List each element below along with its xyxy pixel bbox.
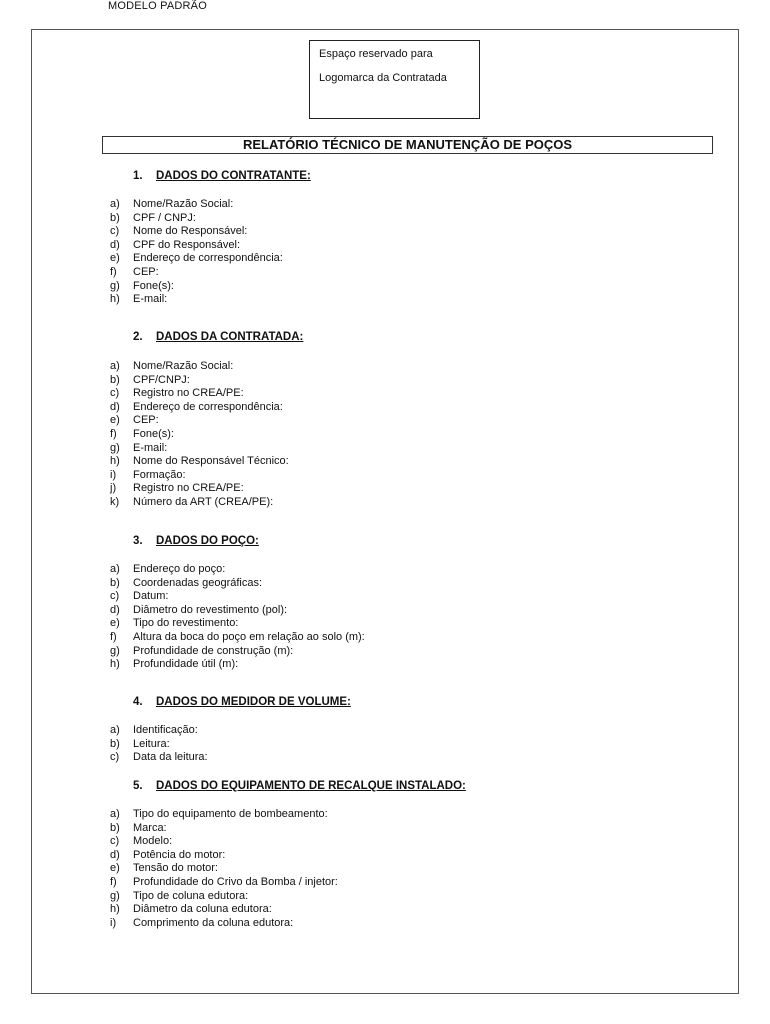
item-text: CPF do Responsável: xyxy=(133,238,240,251)
list-item xyxy=(110,496,289,510)
report-title: RELATÓRIO TÉCNICO DE MANUTENÇÃO DE POÇOS xyxy=(102,136,713,154)
item-letter: j) xyxy=(110,482,117,495)
item-letter: a) xyxy=(110,563,120,575)
item-text: CPF/CNPJ: xyxy=(133,373,190,386)
item-text: Potência do motor: xyxy=(133,848,226,861)
item-letter: c) xyxy=(110,835,120,848)
item-text: CPF / CNPJ: xyxy=(133,211,196,224)
item-letter: f) xyxy=(110,427,117,440)
item-letter: i) xyxy=(110,468,117,481)
item-text: Nome do Responsável: xyxy=(133,225,248,238)
item-letter: k) xyxy=(110,495,120,508)
item-letter: i) xyxy=(110,916,117,929)
list-item xyxy=(110,738,208,752)
item-text: Nome/Razão Social: xyxy=(133,360,234,372)
item-text: E-mail: xyxy=(133,441,168,454)
section-list-poco xyxy=(110,563,365,672)
item-letter: f) xyxy=(110,630,117,643)
item-text: Número da ART (CREA/PE): xyxy=(133,495,274,508)
item-text: Profundidade do Crivo da Bomba / injetor: xyxy=(133,875,338,888)
section-list-medidor xyxy=(110,724,208,765)
item-letter: d) xyxy=(110,238,120,251)
list-item xyxy=(110,212,283,226)
list-item xyxy=(110,414,289,428)
item-text: Tensão do motor: xyxy=(133,862,218,875)
item-text: Coordenadas geográficas: xyxy=(133,576,263,589)
list-item xyxy=(110,360,289,374)
item-letter: a) xyxy=(110,360,120,372)
section-title: DADOS DO CONTRATANTE: xyxy=(156,170,311,182)
item-letter: g) xyxy=(110,441,120,454)
list-item xyxy=(110,835,338,849)
item-text: Endereço do poço: xyxy=(133,563,226,575)
section-number: 3. xyxy=(133,535,143,547)
list-item xyxy=(110,266,283,280)
list-item xyxy=(110,917,338,931)
item-letter: b) xyxy=(110,737,120,750)
list-item xyxy=(110,280,283,294)
item-letter: d) xyxy=(110,848,120,861)
item-letter: a) xyxy=(110,808,120,820)
section-heading-contratada xyxy=(133,331,303,343)
item-letter: h) xyxy=(110,455,120,468)
list-item xyxy=(110,822,338,836)
list-item xyxy=(110,563,365,577)
list-item xyxy=(110,374,289,388)
list-item xyxy=(110,890,338,904)
item-letter: e) xyxy=(110,252,120,265)
item-text: Profundidade útil (m): xyxy=(133,658,239,671)
item-text: Diâmetro da coluna edutora: xyxy=(133,903,272,916)
item-text: Marca: xyxy=(133,821,167,834)
item-letter: b) xyxy=(110,576,120,589)
list-item xyxy=(110,903,338,917)
item-text: Diâmetro do revestimento (pol): xyxy=(133,603,288,616)
list-item xyxy=(110,658,365,672)
item-letter: b) xyxy=(110,373,120,386)
list-item xyxy=(110,808,338,822)
section-list-contratada xyxy=(110,360,289,510)
logo-placeholder-line2: Logomarca da Contratada xyxy=(319,72,447,84)
section-heading-medidor xyxy=(133,696,351,708)
section-heading-poco xyxy=(133,535,259,547)
item-text: Tipo de coluna edutora: xyxy=(133,889,249,902)
item-letter: e) xyxy=(110,414,120,427)
item-letter: g) xyxy=(110,644,120,657)
item-letter: c) xyxy=(110,225,120,238)
item-text: Identificação: xyxy=(133,724,198,736)
item-text: Tipo do revestimento: xyxy=(133,617,239,630)
item-text: Datum: xyxy=(133,590,169,603)
list-item xyxy=(110,198,283,212)
section-number: 5. xyxy=(133,780,143,792)
item-letter: c) xyxy=(110,590,120,603)
section-number: 2. xyxy=(133,331,143,343)
item-letter: h) xyxy=(110,903,120,916)
item-text: Endereço de correspondência: xyxy=(133,400,283,413)
section-list-contratante xyxy=(110,198,283,307)
item-text: Profundidade de construção (m): xyxy=(133,644,294,657)
logo-placeholder-line1: Espaço reservado para xyxy=(319,48,433,60)
item-text: Modelo: xyxy=(133,835,173,848)
item-letter: e) xyxy=(110,617,120,630)
list-item xyxy=(110,401,289,415)
list-item xyxy=(110,428,289,442)
item-text: Altura da boca do poço em relação ao solo (m): xyxy=(133,630,365,643)
list-item xyxy=(110,751,208,765)
section-list-equipamento xyxy=(110,808,338,930)
section-title: DADOS DO POÇO: xyxy=(156,535,259,547)
item-text: Registro no CREA/PE: xyxy=(133,482,244,495)
item-text: CEP: xyxy=(133,265,159,278)
item-text: E-mail: xyxy=(133,293,168,306)
list-item xyxy=(110,442,289,456)
list-item xyxy=(110,590,365,604)
list-item xyxy=(110,252,283,266)
item-letter: g) xyxy=(110,279,120,292)
list-item xyxy=(110,482,289,496)
list-item xyxy=(110,577,365,591)
list-item xyxy=(110,387,289,401)
item-letter: f) xyxy=(110,265,117,278)
item-letter: g) xyxy=(110,889,120,902)
list-item xyxy=(110,469,289,483)
item-letter: a) xyxy=(110,198,120,210)
list-item xyxy=(110,862,338,876)
list-item xyxy=(110,617,365,631)
list-item xyxy=(110,604,365,618)
item-text: Tipo do equipamento de bombeamento: xyxy=(133,808,328,820)
item-letter: e) xyxy=(110,862,120,875)
item-text: Endereço de correspondência: xyxy=(133,252,283,265)
list-item xyxy=(110,293,283,307)
item-letter: b) xyxy=(110,821,120,834)
item-text: Data da leitura: xyxy=(133,751,208,764)
list-item xyxy=(110,225,283,239)
item-text: CEP: xyxy=(133,414,159,427)
list-item xyxy=(110,724,208,738)
item-letter: c) xyxy=(110,751,120,764)
item-letter: d) xyxy=(110,400,120,413)
logo-placeholder-box xyxy=(309,40,480,119)
item-letter: c) xyxy=(110,387,120,400)
list-item xyxy=(110,631,365,645)
list-item xyxy=(110,849,338,863)
list-item xyxy=(110,455,289,469)
item-text: Nome/Razão Social: xyxy=(133,198,234,210)
item-letter: h) xyxy=(110,658,120,671)
item-text: Formação: xyxy=(133,468,186,481)
list-item xyxy=(110,239,283,253)
section-title: DADOS DO EQUIPAMENTO DE RECALQUE INSTALADO: xyxy=(156,780,466,792)
item-letter: a) xyxy=(110,724,120,736)
item-letter: h) xyxy=(110,293,120,306)
item-text: Registro no CREA/PE: xyxy=(133,387,244,400)
header-label: MODELO PADRÃO xyxy=(108,0,207,12)
section-number: 1. xyxy=(133,170,143,182)
section-title: DADOS DO MEDIDOR DE VOLUME: xyxy=(156,696,351,708)
item-text: Nome do Responsável Técnico: xyxy=(133,455,289,468)
item-letter: f) xyxy=(110,875,117,888)
item-text: Fone(s): xyxy=(133,279,174,292)
list-item xyxy=(110,876,338,890)
section-title: DADOS DA CONTRATADA: xyxy=(156,331,304,343)
section-heading-equipamento xyxy=(133,780,466,792)
item-text: Leitura: xyxy=(133,737,170,750)
section-heading-contratante xyxy=(133,170,311,182)
item-text: Fone(s): xyxy=(133,427,174,440)
section-number: 4. xyxy=(133,696,143,708)
list-item xyxy=(110,645,365,659)
item-letter: b) xyxy=(110,211,120,224)
item-text: Comprimento da coluna edutora: xyxy=(133,916,294,929)
item-letter: d) xyxy=(110,603,120,616)
